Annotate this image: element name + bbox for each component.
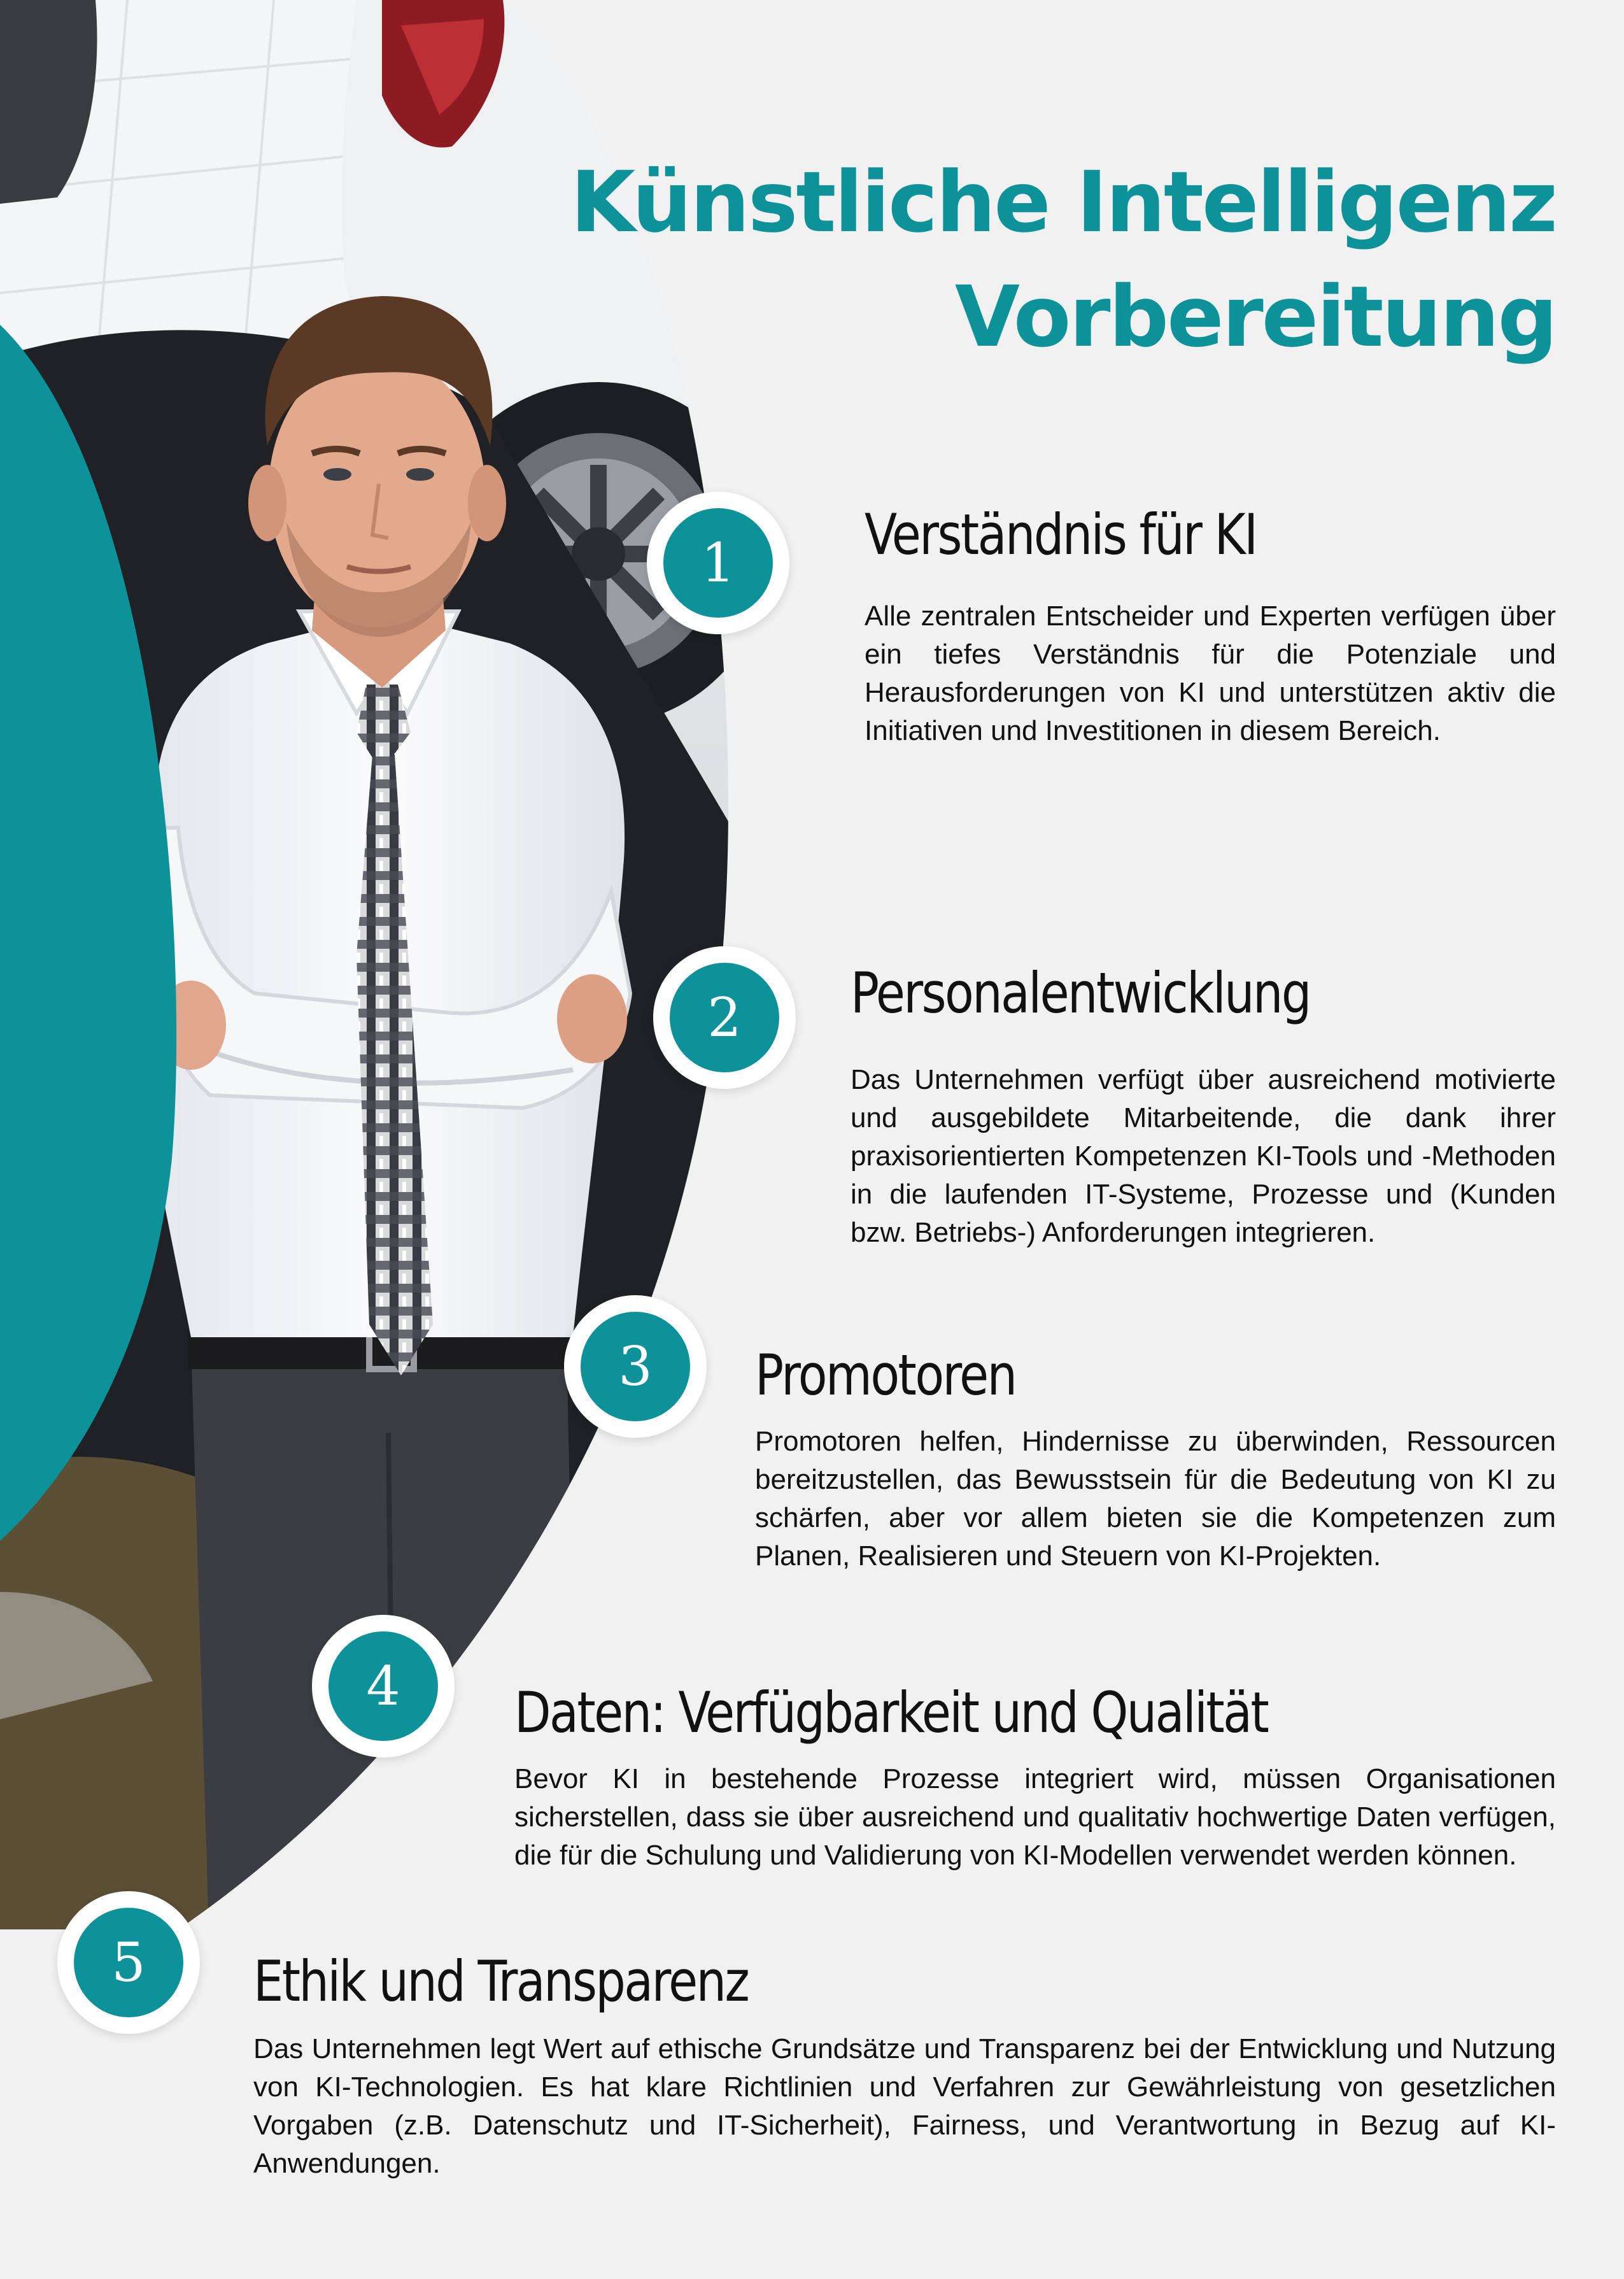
step-badge-5 [57, 1891, 200, 2034]
page-title [570, 145, 1556, 374]
item-heading-5: Ethik und Transparenz [253, 1949, 749, 2014]
item-text-5: Das Unternehmen legt Wert auf ethische Grundsätze und Transparenz bei der Entwicklung und Nutzung von KI-Technologien. Es hat klare Richtlinien und Verfahren zur Gewährleistung von gesetzlichen Vorgaben (z.B. Datenschutz und IT-Sicherheit), Fairness, und Verantwortung in Bezug auf KI-Anwendungen. [253, 2033, 1556, 2179]
step-badge-3 [564, 1295, 707, 1438]
step-number-3: 3 [618, 1335, 653, 1398]
step-number-2: 2 [707, 986, 742, 1049]
page-title-line-2: Vorbereitung [954, 268, 1556, 366]
step-badge-1 [647, 492, 789, 634]
item-text-4: Bevor KI in bestehende Prozesse integriert wird, müssen Organisationen sicherstellen, dass sie über ausreichend und qualitativ hochwertige Daten verfügen, die für die Schulung und Validierung von KI-Modellen verwendet werden können. [514, 1763, 1556, 1871]
item-text-1: Alle zentralen Entscheider und Experten verfügen über ein tiefes Verständnis für die Potenziale und Herausforderungen von KI und unterstützen aktiv die Initiativen und Investitionen in diesem Bereich. [865, 600, 1556, 746]
item-heading-1: Verständnis für KI [865, 502, 1257, 567]
step-badge-4 [312, 1615, 455, 1757]
item-understanding [865, 497, 1556, 750]
item-heading-4: Daten: Verfügbarkeit und Qualität [514, 1680, 1268, 1745]
step-number-5: 5 [111, 1931, 146, 1994]
item-data-quality [514, 1675, 1556, 1875]
step-number-1: 1 [701, 532, 735, 594]
step-number-4: 4 [366, 1655, 400, 1717]
step-badge-2 [653, 946, 796, 1089]
page-title-line-1: Künstliche Intelligenz [570, 153, 1556, 252]
item-personnel-development [851, 955, 1556, 1252]
item-heading-3: Promotoren [755, 1342, 1016, 1408]
item-text-2: Das Unternehmen verfügt über ausreichend motivierte und ausgebildete Mitarbeitende, die dank ihrer praxisorientierten Kompetenzen KI-Tools und -Methoden in die laufenden IT-Systeme, Prozesse und (Kunden bzw. Betriebs-) Anforderungen integrieren. [851, 1064, 1556, 1248]
item-ethics-transparency [253, 1943, 1556, 2183]
item-heading-2: Personalentwicklung [851, 960, 1310, 1026]
item-text-3: Promotoren helfen, Hindernisse zu überwinden, Ressourcen bereitzustellen, das Bewusstsein für die Bedeutung von KI zu schärfen, aber vor allem bieten sie die Kompetenzen zum Planen, Realisieren und Steuern von KI-Projekten. [755, 1426, 1556, 1572]
item-promoters [755, 1337, 1556, 1575]
